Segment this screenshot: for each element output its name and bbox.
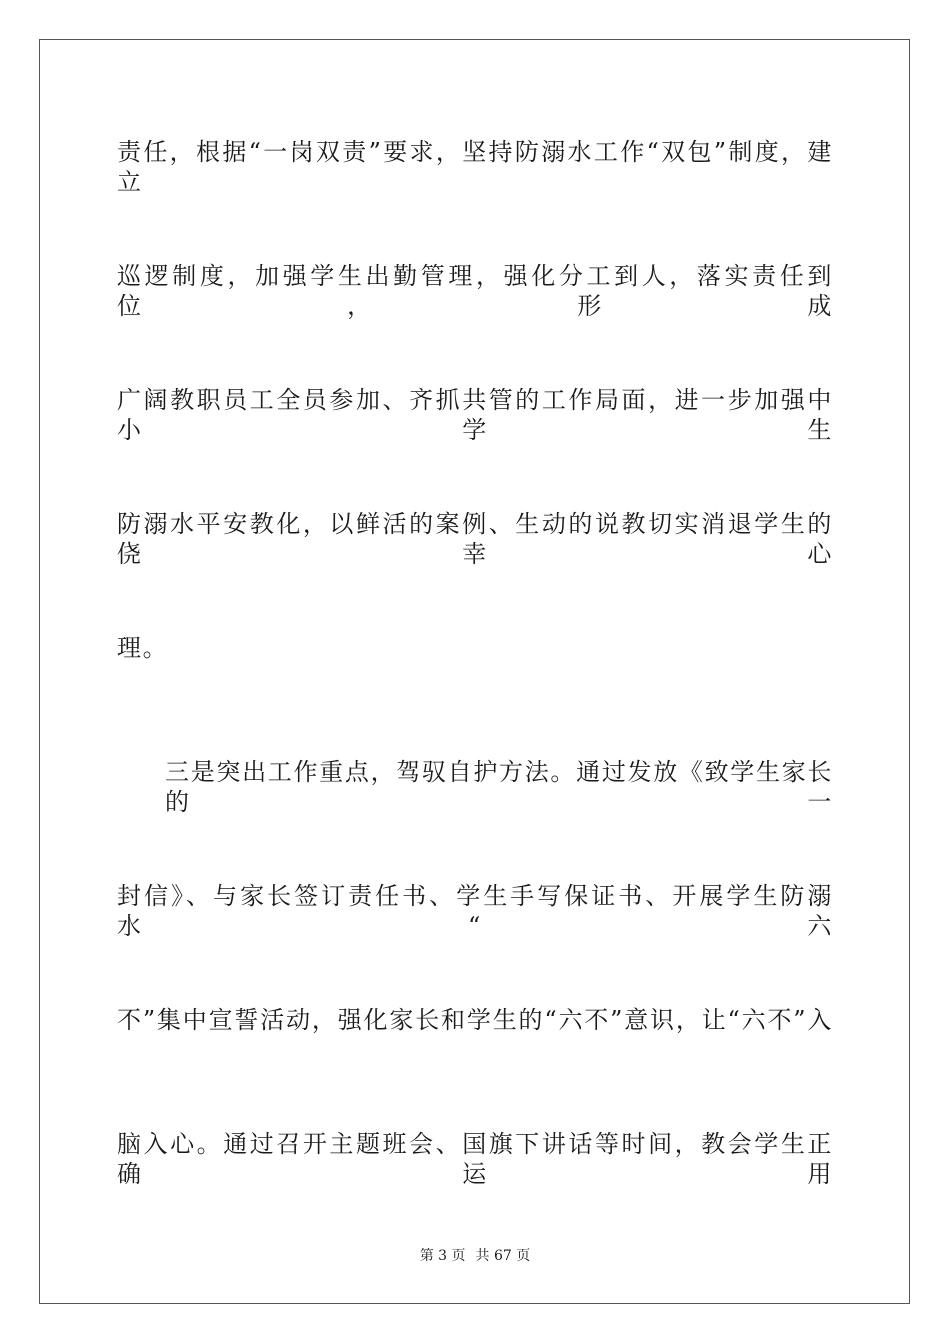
paragraph-first-line: 三是突出工作重点，驾驭自护方法。通过发放《致学生家长的一	[165, 758, 833, 816]
body-text-line: 责任，根据“一岗双责”要求，坚持防溺水工作“双包”制度，建立	[117, 138, 833, 196]
body-text-line: 理。	[117, 634, 169, 662]
body-text-line: 巡逻制度，加强学生出勤管理，强化分工到人，落实责任到位，形成	[117, 262, 833, 320]
body-text-line: 防溺水平安教化，以鲜活的案例、生动的说教切实消退学生的侥幸心	[117, 510, 833, 568]
page-footer	[0, 1247, 950, 1265]
page-number: 第 3 页	[419, 1248, 466, 1264]
page-total: 共 67 页	[475, 1248, 531, 1264]
body-text-line: 封信》、与家长签订责任书、学生手写保证书、开展学生防溺水“六	[117, 882, 833, 940]
page-frame	[39, 39, 910, 1304]
body-text-line: 脑入心。通过召开主题班会、国旗下讲话等时间，教会学生正确运用	[117, 1130, 833, 1188]
body-text-line: 不”集中宣誓活动，强化家长和学生的“六不”意识，让“六不”入	[117, 1006, 833, 1034]
body-text-line: 广阔教职员工全员参加、齐抓共管的工作局面，进一步加强中小学生	[117, 386, 833, 444]
